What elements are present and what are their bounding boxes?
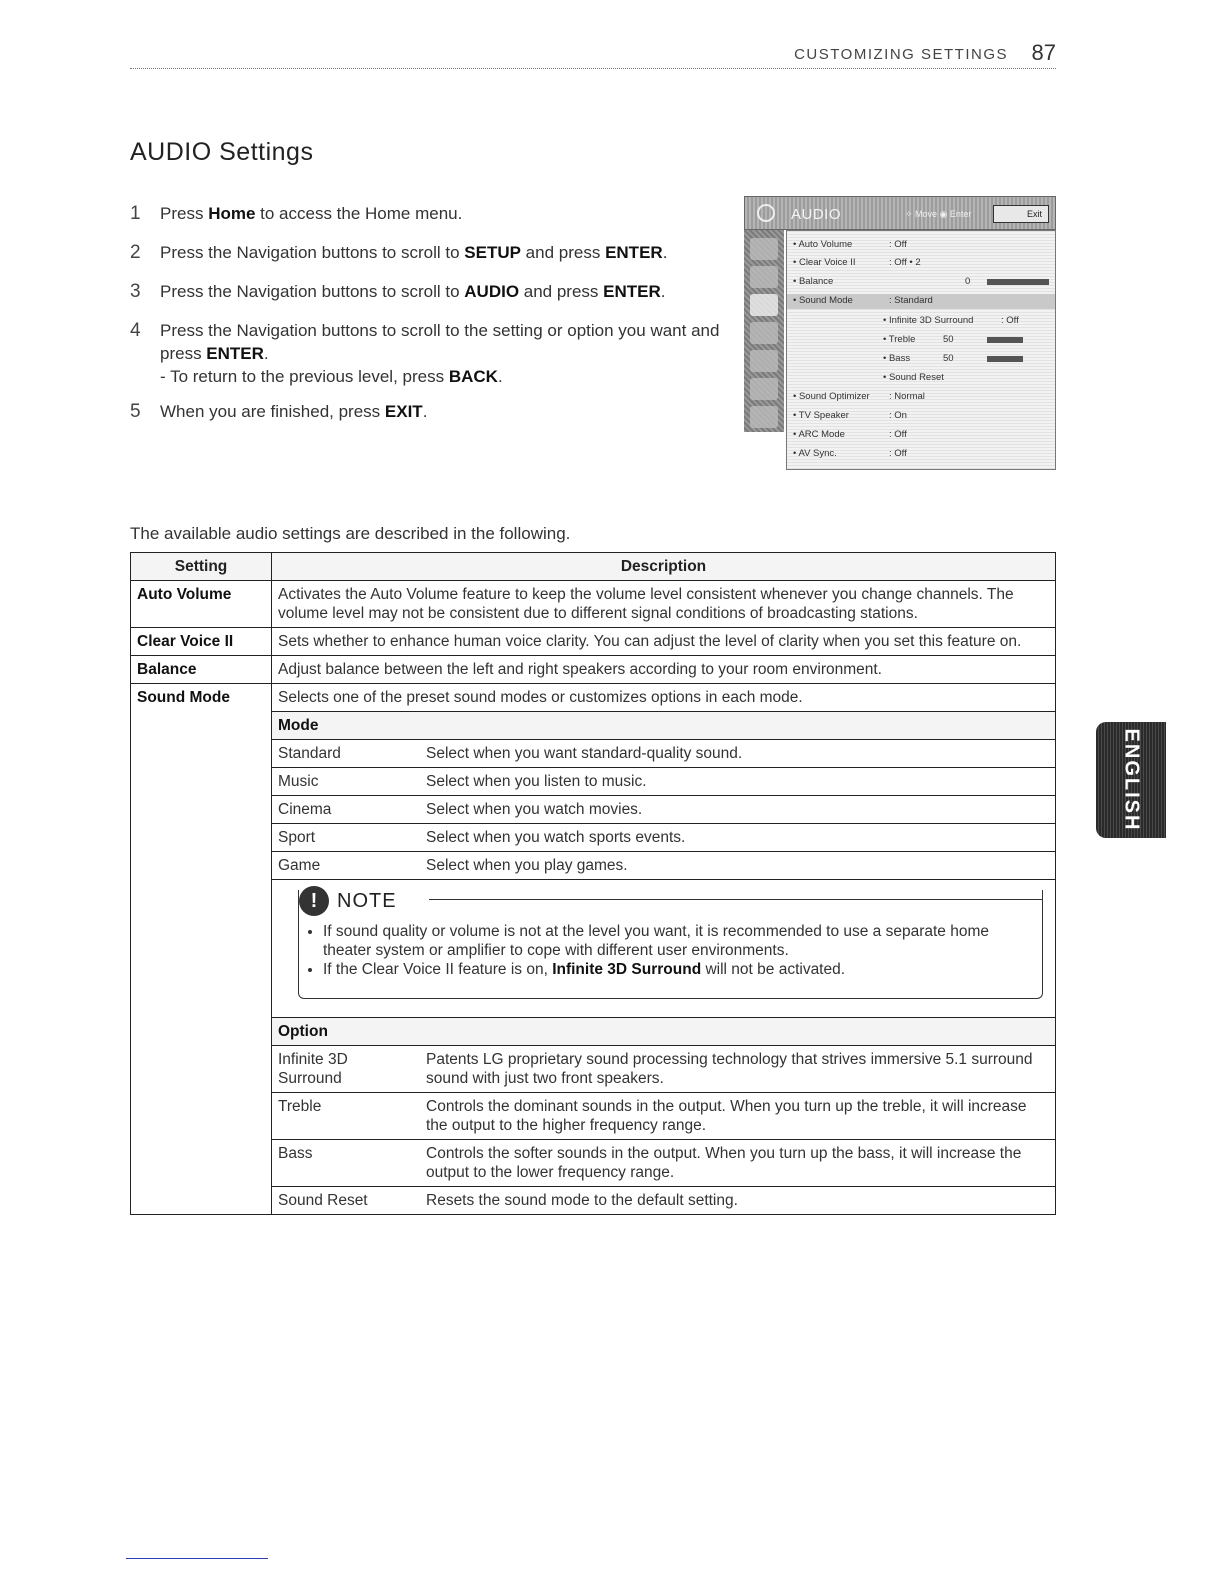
osd-label: • Sound Reset <box>883 372 944 383</box>
lock-icon <box>750 350 778 372</box>
language-tab <box>1096 722 1166 838</box>
mode-row <box>272 740 1055 768</box>
mode-row <box>272 824 1055 852</box>
osd-row <box>793 295 933 306</box>
note-icon: ! <box>299 886 329 916</box>
osd-row <box>793 429 907 440</box>
treble-slider <box>987 337 1023 343</box>
mode-name: Music <box>272 768 420 796</box>
option-row <box>272 1046 1055 1093</box>
picture-icon <box>750 238 778 260</box>
step-key: EXIT <box>384 402 423 421</box>
osd-title-bar <box>744 196 1056 230</box>
table-row-sound-mode <box>131 684 1056 1215</box>
osd-label: • Auto Volume <box>793 239 853 250</box>
mode-row <box>272 796 1055 824</box>
steps-list <box>130 202 742 439</box>
step-key: Home <box>208 204 256 223</box>
setting-description: Selects one of the preset sound modes or customizes options in each mode. <box>278 689 803 706</box>
osd-value: : On <box>889 410 907 421</box>
mode-description: Select when you listen to music. <box>420 768 1055 796</box>
setting-name: Balance <box>131 656 272 684</box>
osd-value: 50 <box>943 353 954 364</box>
option-name: Treble <box>272 1093 420 1140</box>
step-text: - To return to the previous level, press <box>160 367 449 386</box>
osd-value: : Off • 2 <box>889 257 921 268</box>
osd-label: • TV Speaker <box>793 410 849 421</box>
page-number: 87 <box>1031 40 1056 65</box>
osd-value: 50 <box>943 334 954 345</box>
mode-subheader: Mode <box>272 712 1055 740</box>
osd-category-bar <box>744 230 784 432</box>
note-title: NOTE <box>337 889 397 912</box>
step-key: SETUP <box>464 243 521 262</box>
column-header-setting: Setting <box>131 553 272 581</box>
table-header-row <box>131 553 1056 581</box>
step-number: 5 <box>130 401 141 422</box>
option-row <box>272 1093 1055 1140</box>
step-key: AUDIO <box>464 282 520 301</box>
step-text: . <box>660 282 666 301</box>
note-item <box>323 960 1032 979</box>
step-number: 3 <box>130 281 141 302</box>
option-description: Controls the dominant sounds in the output. When you turn up the treble, it will increase the output to the higher frequency range. <box>420 1093 1055 1140</box>
osd-value: : Off <box>889 429 907 440</box>
language-tab-label: ENGLISH <box>1120 728 1143 832</box>
step-key: ENTER <box>605 243 663 262</box>
osd-row <box>793 448 907 459</box>
setting-description: Adjust balance between the left and right speakers according to your room environment. <box>272 656 1056 684</box>
step-text: and press <box>519 282 604 301</box>
audio-settings-table <box>130 552 1056 1215</box>
audio-category-icon <box>750 294 778 316</box>
step-text: Press the Navigation buttons to scroll to the setting or option you want and press <box>160 321 720 363</box>
osd-row <box>883 315 1019 326</box>
step-text: . <box>422 402 428 421</box>
step-key: ENTER <box>206 344 264 363</box>
setting-name: Sound Mode <box>131 684 272 1215</box>
osd-row <box>793 391 925 402</box>
table-row <box>131 628 1056 656</box>
option-description: Controls the softer sounds in the output. When you turn up the bass, it will increase the output to the lower frequency range. <box>420 1140 1055 1187</box>
step-key: BACK <box>448 367 498 386</box>
osd-row <box>793 257 921 268</box>
mode-description: Select when you play games. <box>420 852 1055 880</box>
setup-icon <box>750 266 778 288</box>
osd-value: 0 <box>965 276 971 287</box>
mode-description: Select when you want standard-quality sound. <box>420 740 1055 768</box>
mode-name: Sport <box>272 824 420 852</box>
sound-mode-subtable <box>272 684 1055 1214</box>
osd-label: • Sound Optimizer <box>793 391 870 402</box>
network-icon <box>750 406 778 428</box>
mode-description: Select when you watch sports events. <box>420 824 1055 852</box>
option-name: Bass <box>272 1140 420 1187</box>
step-text: Press the Navigation buttons to scroll to <box>160 282 465 301</box>
osd-title: AUDIO <box>791 206 842 223</box>
setting-name: Clear Voice II <box>131 628 272 656</box>
note-item: • If sound quality or volume is not at the level you want, it is recommended to use a separate home theater system or amplifier to cope with different user environments. <box>323 922 1032 960</box>
option-row <box>272 1187 1055 1215</box>
osd-label: • Infinite 3D Surround <box>883 315 974 326</box>
mode-name: Game <box>272 852 420 880</box>
note-box <box>298 890 1043 999</box>
page-header <box>130 38 1056 69</box>
option-description: Resets the sound mode to the default setting. <box>420 1187 1055 1215</box>
osd-value: : Normal <box>889 391 925 402</box>
step-subnote <box>160 365 742 388</box>
step-4 <box>130 319 742 388</box>
step-text: to access the Home menu. <box>255 204 463 223</box>
balance-slider <box>987 279 1049 285</box>
osd-exit-button: Exit <box>993 205 1049 223</box>
time-icon <box>750 322 778 344</box>
osd-value: : Off <box>1001 315 1019 326</box>
osd-row <box>883 334 954 345</box>
step-number: 4 <box>130 320 141 341</box>
audio-menu-screenshot <box>744 196 1056 470</box>
step-key: ENTER <box>603 282 661 301</box>
step-2 <box>130 241 742 264</box>
osd-row <box>883 353 954 364</box>
osd-value: : Standard <box>889 295 933 306</box>
bass-slider <box>987 356 1023 362</box>
note-bold: Infinite 3D Surround <box>552 961 702 978</box>
osd-row <box>793 239 907 250</box>
setting-description: Activates the Auto Volume feature to keep the volume level consistent whenever you change channels. The volume level may not be consistent due to different signal conditions of broadcasting stations. <box>272 581 1056 628</box>
mode-name: Cinema <box>272 796 420 824</box>
step-1 <box>130 202 742 225</box>
osd-settings-panel <box>786 230 1056 470</box>
step-text: . <box>497 367 503 386</box>
setting-description: Sets whether to enhance human voice clarity. You can adjust the level of clarity when you set this feature on. <box>272 628 1056 656</box>
note-list <box>307 922 1032 979</box>
osd-label: • AV Sync. <box>793 448 837 459</box>
step-3 <box>130 280 742 303</box>
osd-row <box>883 372 944 383</box>
option-subheader: Option <box>272 1018 1055 1046</box>
option-row <box>272 1140 1055 1187</box>
option-name: Infinite 3D Surround <box>272 1046 420 1093</box>
footer-rule <box>126 1558 268 1559</box>
mode-description: Select when you watch movies. <box>420 796 1055 824</box>
osd-label: • ARC Mode <box>793 429 845 440</box>
note-text: will not be activated. <box>701 961 846 978</box>
note-text: If the Clear Voice II feature is on, <box>323 961 553 978</box>
table-intro: The available audio settings are described in the following. <box>130 524 571 543</box>
section-title: CUSTOMIZING SETTINGS <box>794 46 1008 63</box>
osd-value: : Off <box>889 239 907 250</box>
mode-name: Standard <box>272 740 420 768</box>
osd-label: • Bass <box>883 353 911 364</box>
step-text: When you are finished, press <box>160 402 385 421</box>
step-text: . <box>662 243 668 262</box>
osd-nav-hint: ✧ Move ◉ Enter <box>905 209 972 219</box>
step-text: Press <box>160 204 209 223</box>
note-rule <box>429 899 1042 900</box>
mode-row <box>272 852 1055 880</box>
step-number: 1 <box>130 203 141 224</box>
osd-row <box>793 276 971 287</box>
osd-row <box>793 410 907 421</box>
mode-row <box>272 768 1055 796</box>
option-name: Sound Reset <box>272 1187 420 1215</box>
osd-label: • Clear Voice II <box>793 257 856 268</box>
osd-label: • Sound Mode <box>793 295 853 306</box>
audio-icon <box>757 204 775 222</box>
table-row <box>131 656 1056 684</box>
step-5 <box>130 400 742 423</box>
osd-value: : Off <box>889 448 907 459</box>
note-heading <box>299 886 397 916</box>
step-text: and press <box>520 243 606 262</box>
step-number: 2 <box>130 242 141 263</box>
sound-mode-cell <box>272 684 1056 1215</box>
setting-name: Auto Volume <box>131 581 272 628</box>
column-header-description: Description <box>272 553 1056 581</box>
osd-label: • Treble <box>883 334 916 345</box>
step-text: Press the Navigation buttons to scroll to <box>160 243 465 262</box>
note-cell <box>272 880 1055 1018</box>
step-text: . <box>263 344 269 363</box>
option-description: Patents LG proprietary sound processing technology that strives immersive 5.1 surround sound with just two front speakers. <box>420 1046 1055 1093</box>
osd-label: • Balance <box>793 276 834 287</box>
option-icon <box>750 378 778 400</box>
page-title: AUDIO Settings <box>130 138 314 166</box>
table-row <box>131 581 1056 628</box>
